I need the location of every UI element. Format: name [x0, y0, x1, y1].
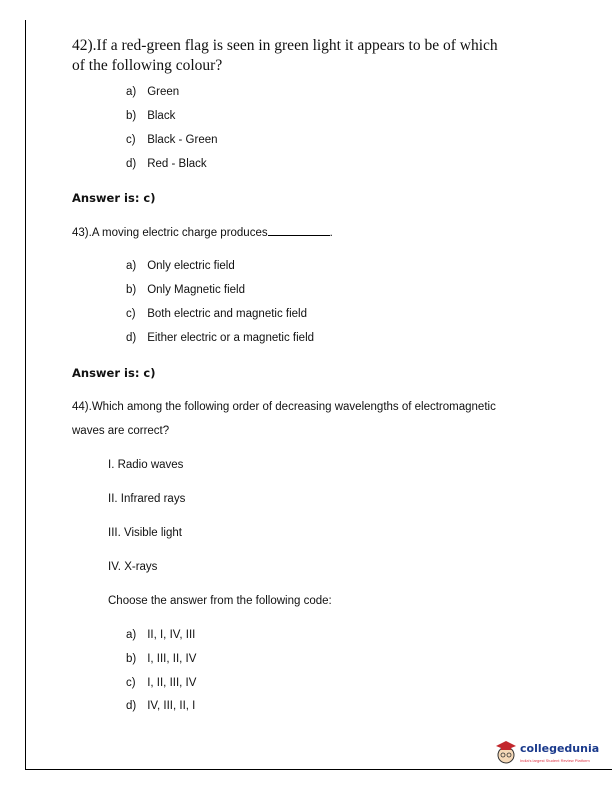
option-label: c) — [126, 677, 136, 689]
option-text: I, II, III, IV — [147, 677, 197, 689]
q42-answer: Answer is: c) — [72, 191, 156, 205]
option-text: I, III, II, IV — [147, 653, 197, 665]
option-text: Only Magnetic field — [147, 284, 245, 296]
q44-option-c — [126, 676, 196, 690]
option-label: d) — [126, 158, 137, 170]
option-text: II, I, IV, III — [147, 629, 196, 641]
option-text: Red - Black — [147, 158, 207, 170]
question-42-line1: 42).If a red-green flag is seen in green light it appears to be of which — [72, 37, 498, 54]
question-43-end: . — [329, 227, 333, 239]
logo-wordmark: collegedunia — [520, 742, 600, 755]
q43-option-a — [126, 259, 235, 273]
q44-item-1: I. Radio waves — [108, 459, 184, 471]
option-label: c) — [126, 134, 136, 146]
option-text: Green — [147, 86, 180, 98]
option-text: Both electric and magnetic field — [147, 308, 308, 320]
q43-option-c — [126, 307, 307, 321]
q42-option-b — [126, 109, 175, 123]
q44-instruction: Choose the answer from the following code: — [108, 595, 332, 607]
option-text: Only electric field — [147, 260, 235, 272]
q44-option-a — [126, 628, 195, 642]
option-label: a) — [126, 629, 137, 641]
q42-option-a — [126, 85, 179, 99]
option-label: c) — [126, 308, 136, 320]
q42-option-c — [126, 133, 218, 147]
option-text: Either electric or a magnetic field — [147, 332, 315, 344]
question-44-line1: 44).Which among the following order of decreasing wavelengths of electromagnetic — [72, 401, 496, 413]
option-label: a) — [126, 260, 137, 272]
q44-option-b — [126, 652, 196, 666]
q44-option-d — [126, 699, 195, 713]
fill-in-blank — [268, 225, 330, 236]
option-text: Black — [147, 110, 176, 122]
option-text: IV, III, II, I — [147, 700, 196, 712]
question-42-line2: of the following colour? — [72, 57, 223, 74]
logo-tagline: India's largest Student Review Platform — [520, 758, 590, 763]
question-44-line2: waves are correct? — [72, 425, 170, 437]
option-label: a) — [126, 86, 137, 98]
q43-option-b — [126, 283, 245, 297]
q42-option-d — [126, 157, 207, 171]
page-border-left — [25, 20, 26, 770]
graduation-cap-icon — [494, 738, 518, 766]
option-label: b) — [126, 110, 137, 122]
collegedunia-logo — [494, 738, 604, 772]
q43-option-d — [126, 331, 314, 345]
question-43-text — [72, 225, 333, 240]
q44-item-2: II. Infrared rays — [108, 493, 186, 505]
question-42-text — [72, 36, 592, 76]
option-label: d) — [126, 700, 137, 712]
q44-item-3: III. Visible light — [108, 527, 182, 539]
q43-answer: Answer is: c) — [72, 366, 156, 380]
option-label: d) — [126, 332, 137, 344]
q44-item-4: IV. X-rays — [108, 561, 158, 573]
option-label: b) — [126, 284, 137, 296]
question-43-stem: 43).A moving electric charge produces — [72, 227, 268, 239]
option-label: b) — [126, 653, 137, 665]
option-text: Black - Green — [147, 134, 218, 146]
